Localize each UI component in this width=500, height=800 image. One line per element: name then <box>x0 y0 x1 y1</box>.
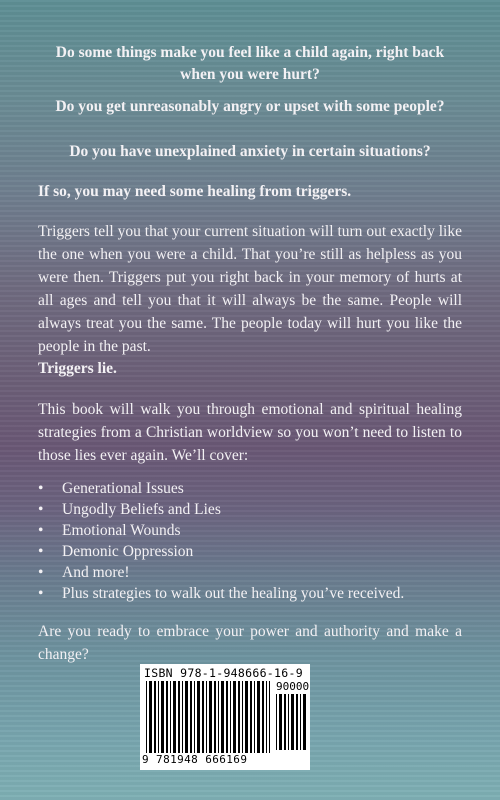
barcode-bar <box>262 681 264 753</box>
barcode-bar <box>303 694 306 750</box>
question-1: Do some things make you feel like a child again, right back when you were hurt? <box>55 44 445 83</box>
barcode-bar <box>226 681 228 753</box>
barcode-bar <box>182 681 183 753</box>
addon-barcode-bars <box>276 694 306 750</box>
triggers-lie-heading: Triggers lie. <box>38 360 117 377</box>
closing-question: Are you ready to embrace your power and authority and make a change? <box>38 623 462 663</box>
ean-barcode-bars <box>146 681 270 753</box>
barcode-bar <box>173 681 176 753</box>
barcode-bar <box>161 681 164 753</box>
barcode-bar <box>238 681 240 753</box>
barcode-bar <box>178 681 180 753</box>
list-item: • Generational Issues <box>38 480 184 497</box>
barcode-bar <box>276 694 277 750</box>
list-item: • Emotional Wounds <box>38 522 181 539</box>
lead-statement: If so, you may need some healing from triggers. <box>38 183 352 200</box>
barcode-bar <box>254 681 255 753</box>
barcode-bar <box>190 681 192 753</box>
bullet-icon: • <box>38 543 44 560</box>
barcode-bar <box>170 681 171 753</box>
question-2: Do you get unreasonably angry or upset with some people? <box>55 98 445 115</box>
bullet-icon: • <box>38 585 44 602</box>
topics-list <box>38 478 462 604</box>
barcode-bar <box>149 681 152 753</box>
list-item: • And more! <box>38 564 130 581</box>
barcode-bar <box>166 681 168 753</box>
barcode-bar <box>296 694 298 750</box>
barcode-bar <box>218 681 219 753</box>
barcode-bar <box>214 681 216 753</box>
barcode-bar <box>221 681 224 753</box>
barcode-bar <box>269 681 270 753</box>
barcode-bar <box>257 681 260 753</box>
list-item: • Plus strategies to walk out the healing you’ve received. <box>38 585 405 602</box>
bullet-icon: • <box>38 564 44 581</box>
barcode-bar <box>209 681 212 753</box>
barcode-bar <box>206 681 207 753</box>
barcode-bar <box>284 694 286 750</box>
barcode-bar <box>300 694 301 750</box>
barcode-bar <box>146 681 147 753</box>
barcode-bar <box>230 681 231 753</box>
isbn-barcode <box>140 664 310 770</box>
barcode-bar <box>158 681 159 753</box>
barcode-bar <box>242 681 243 753</box>
barcode-digits: 9 781948 666169 <box>142 753 248 766</box>
barcode-bar <box>245 681 248 753</box>
barcode-bar <box>291 694 294 750</box>
barcode-bar <box>202 681 204 753</box>
barcode-bar <box>233 681 236 753</box>
bullet-icon: • <box>38 480 44 497</box>
barcode-bar <box>250 681 252 753</box>
barcode-bar <box>266 681 267 753</box>
barcode-bar <box>194 681 195 753</box>
list-item: • Ungodly Beliefs and Lies <box>38 501 221 518</box>
bullet-icon: • <box>38 501 44 518</box>
barcode-bar <box>197 681 200 753</box>
barcode-bar <box>288 694 289 750</box>
list-item: • Demonic Oppression <box>38 543 194 560</box>
paragraph-triggers: Triggers tell you that your current situation will turn out exactly like the one when you were a child. That you’re still as helpless as you were then. Triggers put you right back in your memory of hurts at all ages and tell you that it will always be the same. People will always treat you the same. The people today will hurt you like the people in the past. <box>38 223 462 355</box>
paragraph-book: This book will walk you through emotional and spiritual healing strategies from a Christian worldview so you won’t need to listen to those lies ever again. We’ll cover: <box>38 401 462 464</box>
bullet-icon: • <box>38 522 44 539</box>
question-3: Do you have unexplained anxiety in certain situations? <box>69 143 431 160</box>
isbn-label: ISBN 978-1-948666-16-9 <box>144 666 303 680</box>
price-code: 90000 <box>276 680 310 693</box>
barcode-bar <box>185 681 188 753</box>
barcode-bar <box>279 694 282 750</box>
barcode-bar <box>154 681 156 753</box>
